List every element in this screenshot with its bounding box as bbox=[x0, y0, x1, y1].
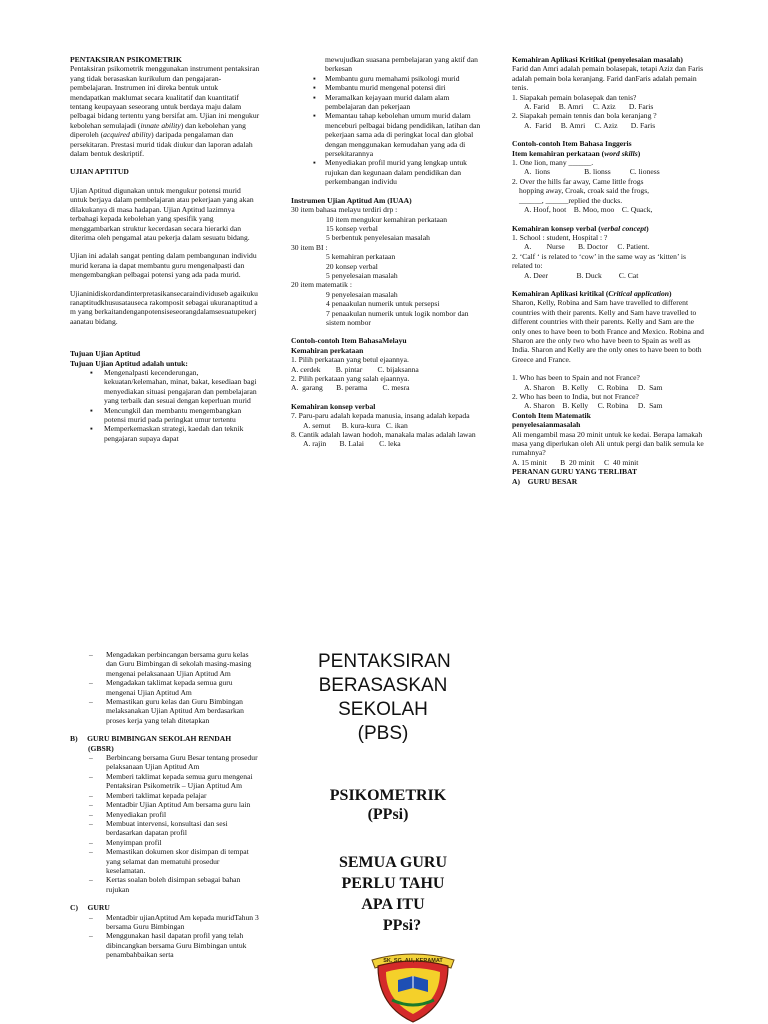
iuaa-line: 15 konsep verbal bbox=[326, 223, 378, 233]
heading-tujuan: Tujuan Ujian Aptitud bbox=[70, 349, 141, 359]
heading-guru-besar: A) GURU BESAR bbox=[512, 476, 578, 486]
options: A. Sharon B. Kelly C. Robina D. Sam bbox=[524, 401, 663, 411]
options: A. Nurse B. Doctor C. Patient. bbox=[524, 242, 650, 252]
tujuan-list-continued bbox=[291, 74, 481, 187]
list-continuation: mewujudkan suasana pembelajaran yang aktif dan berkesan bbox=[325, 55, 478, 74]
list-item: – Menggunakan hasil dapatan profil yang telah dibincangkan bersama Guru Bimbingan untuk penambahbaikan serta bbox=[70, 931, 260, 959]
cover-question bbox=[328, 852, 458, 936]
list-item: – Membuat intervensi, konsultasi dan sesi berdasarkan dapatan profil bbox=[70, 819, 260, 838]
options: A. Hoof, hoot B. Moo, moo C. Quack, bbox=[524, 205, 653, 215]
heading-contoh-matematik: Contoh Item Matematik bbox=[512, 410, 591, 420]
question: 7. Paru-paru adalah kepada manusia, insang adalah kepada bbox=[291, 411, 470, 421]
iuaa-line: 7 penaakulan numerik untuk logik nombor dan sistem nombor bbox=[326, 308, 469, 327]
list-item: ▪ Memperkemaskan strategi, kaedah dan teknik pengajaran supaya dapat bbox=[70, 424, 260, 443]
column-1 bbox=[70, 55, 260, 443]
list-item: ▪ Meramalkan kejayaan murid dalam alam pembelajaran dan pekerjaan bbox=[291, 93, 481, 112]
list-item: – Mengadakan taklimat kepada semua guru mengenai Ujian Aptitud Am bbox=[70, 678, 260, 697]
options: A. rajin B. Lalai C. leka bbox=[303, 439, 401, 449]
list-item: ▪ Membantu guru memahami psikologi murid bbox=[291, 74, 481, 83]
iuaa-line: 10 item mengukur kemahiran perkataan bbox=[326, 214, 448, 224]
question: 1. One lion, many ______. bbox=[512, 158, 594, 168]
options: A. Farid B. Amri C. Aziz D. Faris bbox=[524, 102, 654, 112]
options: A. lions B. lionss C. lioness bbox=[524, 167, 660, 177]
options: A. Farid B. Amri C. Aziz D. Faris bbox=[524, 120, 656, 130]
question: 2. Who has been to India, but not France? bbox=[512, 392, 639, 401]
subheading-critical-application: Kemahiran Aplikasi kritikal (Critical application) bbox=[512, 288, 672, 298]
heading-contoh-bi: Contoh-contoh Item Bahasa Inggeris bbox=[512, 139, 632, 149]
crest-text: SK. SG. AU, KERAMAT bbox=[383, 958, 443, 964]
subheading-word-skills: Item kemahiran perkataan (word skills) bbox=[512, 148, 641, 158]
column-2 bbox=[291, 55, 481, 449]
list-item: ▪ Menyediakan profil murid yang lengkap untuk rujukan dan kegunaan dalam pendidikan dan perkembangan individu bbox=[291, 158, 481, 186]
paragraph: Ujianinidiskordandinterpretasikansecaraindividuseb agaikukuranaptitudkhususatauseca rakomposit sebagai ukuranaptitud am yang berkaitandenganpotensiseseorangdalamsesuatupekerj aanatau bidang. bbox=[70, 288, 258, 326]
list-item: ▪ Mencungkil dan membantu mengembangkan potensi murid pada peringkat umur tertentu bbox=[70, 406, 260, 425]
heading-guru: C) GURU bbox=[70, 903, 110, 913]
subheading-tujuan: Tujuan Ujian Aptitud adalah untuk: bbox=[70, 358, 188, 368]
list-item: – Memberi taklimat kepada pelajar bbox=[70, 791, 260, 800]
cover-subtitle bbox=[318, 786, 458, 824]
options: A. cerdek B. pintar C. bijaksanna bbox=[291, 364, 419, 374]
heading-aplikasi-kritikal-bm: Kemahiran Aplikasi Kritikal (penyelesaian masalah) bbox=[512, 55, 683, 64]
list-item: ▪ Membantu murid mengenal potensi diri bbox=[291, 83, 481, 92]
list-item: – Berbincang bersama Guru Besar tentang prosedur pelaksanaan Ujian Aptitud Am bbox=[70, 753, 260, 772]
list-item: – Mentadbir ujianAptitud Am kepada muridTahun 3 bersama Guru Bimbingan bbox=[70, 913, 260, 932]
options: A. garang B. perama C. mesra bbox=[291, 383, 410, 393]
heading-ujian-aptitud: UJIAN APTITUD bbox=[70, 167, 129, 177]
title-line: SEKOLAH bbox=[338, 699, 428, 720]
list-item: – Kertas soalan boleh disimpan sebagai bahan rujukan bbox=[70, 875, 260, 894]
question: 1. School : student, Hospital : ? bbox=[512, 232, 608, 242]
paragraph: Ujian Aptitud digunakan untuk mengukur potensi murid untuk berjaya dalam pembelajaran atau pekerjaan yang akan dilakukanya di masa hadapan. Ujian Aptitud lazimnya terbahagi kepada kebolehan yang spesifik yang menggambarkan struktur kecerdasan secara hierarki dan diterima oleh pengamal atau pekerja dalam sesuatu bidang. bbox=[70, 185, 254, 242]
school-crest-icon bbox=[368, 950, 458, 1024]
question-line: SEMUA GURU bbox=[338, 854, 447, 871]
title-line: PENTAKSIRAN bbox=[318, 651, 451, 672]
paragraph: Sharon, Kelly, Robina and Sam have travelled to different countries with their parents. Kelly and Sam have travelled to different countries with their parents. Kelly and Sam are the only ones to have been to both France and Mexico. Robina and Sharon are the only two who have been to Spain as well as India. Sharon and Kelly are the only ones to have been to both Greece and France. bbox=[512, 298, 704, 364]
options: A. 15 minit B 20 minit C 40 minit bbox=[512, 457, 639, 467]
question-line: PERLU TAHU bbox=[341, 875, 445, 892]
question-line: APA ITU bbox=[361, 896, 425, 913]
paragraph: Ali mengambil masa 20 minit untuk ke kedai. Berapa lamakah masa yang diperlukan oleh Ali untuk pergi dan balik semula ke rumahnya? bbox=[512, 429, 704, 458]
list-item: – Mentadbir Ujian Aptitud Am bersama guru lain bbox=[70, 800, 260, 809]
iuaa-line: 30 item BI : bbox=[291, 242, 328, 252]
intro-paragraph: Pentaksiran psikometrik menggunakan instrument pentaksiran yang tidak berasaskan kurikulum dan pengajaran-pembelajaran. Instrumen ini direka bentuk untuk mendapatkan maklumat secara kualitatif dan kuantitatif tentang keupayaan seseorang untuk berdaya maju dalam pelbagai bidang tertentu yang bersifat am. Ujian ini mengukur kebolehan semulajadi (innate ability) dan kebolehan yang diperoleh (acquired ability) daripada pengalaman dan persekitaran. Prestasi murid tidak diukur dan laporan adalah dalam bentuk deskriptif. bbox=[70, 64, 260, 159]
guru-list bbox=[70, 913, 260, 960]
heading-iuaa: Instrumen Ujian Aptitud Am (IUAA) bbox=[291, 195, 412, 205]
guru-besar-list bbox=[70, 650, 260, 725]
question: 8. Cantik adalah lawan hodoh, manakala malas adalah lawan bbox=[291, 430, 476, 440]
subtitle-line: (PPsi) bbox=[367, 806, 409, 823]
question: 2. Pilih perkataan yang salah ejaannya. bbox=[291, 374, 410, 383]
heading-pentaksiran-psikometrik: PENTAKSIRAN PSIKOMETRIK bbox=[70, 55, 182, 64]
question: 2. Over the hills far away, Came little frogs bbox=[512, 176, 644, 186]
question: 1. Pilih perkataan yang betul ejaannya. bbox=[291, 355, 409, 365]
cover-title bbox=[318, 650, 451, 746]
list-item: – Menyediakan profil bbox=[70, 810, 260, 819]
list-item: – Menyimpan profil bbox=[70, 838, 260, 847]
heading-peranan-guru: PERANAN GURU YANG TERLIBAT bbox=[512, 467, 638, 477]
list-item: – Memastikan guru kelas dan Guru Bimbingan melaksanakan Ujian Aptitud Am berdasarkan proses kerja yang telah ditetapkan bbox=[70, 697, 260, 725]
paragraph: Ujian ini adalah sangat penting dalam pembangunan individu murid kerana ia dapat membantu guru mengenalpasti dan mengembangkan pelbagai potensi yang ada pada murid. bbox=[70, 251, 257, 280]
question-line: PPsi? bbox=[382, 917, 422, 934]
iuaa-line: 9 penyelesaian masalah bbox=[326, 289, 398, 299]
heading-gbsr: B) GURU BIMBINGAN SEKOLAH RENDAH bbox=[70, 734, 232, 744]
gbsr-list bbox=[70, 753, 260, 894]
list-item: – Memberi taklimat kepada semua guru mengenai Pentaksiran Psikometrik – Ujian Aptitud Am bbox=[70, 772, 260, 791]
list-item: – Memastikan dokumen skor disimpan di tempat yang selamat dan mematuhi prosedur keselamatan. bbox=[70, 847, 260, 875]
column-3 bbox=[512, 55, 704, 486]
question: ______, ______replied the ducks. bbox=[519, 195, 623, 205]
question: hopping away, Croak, croak said the frogs, bbox=[519, 186, 650, 196]
title-line: BERASASKAN bbox=[318, 675, 448, 696]
iuaa-line: 5 berbentuk penyelesaian masalah bbox=[326, 233, 430, 243]
subheading-kemahiran-perkataan: Kemahiran perkataan bbox=[291, 345, 364, 355]
iuaa-line: 5 penyelesaian masalah bbox=[326, 270, 398, 280]
subheading-konsep-verbal: Kemahiran konsep verbal bbox=[291, 401, 376, 411]
options: A. semut B. kura-kura C. ikan bbox=[303, 420, 408, 430]
subheading-verbal-concept: Kemahiran konsep verbal (verbal concept) bbox=[512, 223, 649, 233]
question: 1. Siapakah pemain bolasepak dan tenis? bbox=[512, 92, 637, 102]
question: 2. ‘Calf ‘ is related to ‘cow’ in the same way as ‘kitten’ is related to: bbox=[512, 251, 686, 271]
question: 1. Who has been to Spain and not France? bbox=[512, 373, 640, 383]
tujuan-list bbox=[70, 368, 260, 443]
iuaa-line: 30 item bahasa melayu terdiri drp : bbox=[291, 205, 398, 215]
heading-gbsr-abbr: (GBSR) bbox=[88, 743, 114, 753]
iuaa-line: 20 konsep verbal bbox=[326, 261, 378, 271]
list-item: ▪ Mengenalpasti kecenderungan, kekuatan/kelemahan, minat, bakat, kesediaan bagi menyediakan situasi pengajaran dan pembelajaran yang terbaik dan sesuai dengan keperluan murid bbox=[70, 368, 260, 406]
options: A. Deer B. Duck C. Cat bbox=[524, 270, 639, 280]
subheading-penyelesaian-masalah: penyelesaianmasalah bbox=[512, 420, 581, 430]
iuaa-line: 5 kemahiran perkataan bbox=[326, 252, 396, 262]
list-item: ▪ Memantau tahap kebolehan umum murid dalam menceburi pelbagai bidang pendidikan, latihan dan pekerjaan sama ada di peringkat local dan global dengan menggunakan kemudahan yang ada di persekitarannya bbox=[291, 111, 481, 158]
iuaa-line: 4 penaakulan numerik untuk persepsi bbox=[326, 299, 440, 309]
subtitle-line: PSIKOMETRIK bbox=[329, 787, 447, 804]
iuaa-line: 20 item matematik : bbox=[291, 280, 352, 290]
options: A. Sharon B. Kelly C. Robina D. Sam bbox=[524, 382, 663, 392]
heading-contoh-bm: Contoh-contoh Item BahasaMelayu bbox=[291, 336, 407, 346]
title-line: (PBS) bbox=[357, 723, 409, 744]
list-item: – Mengadakan perbincangan bersama guru kelas dan Guru Bimbingan di sekolah masing-masing mengenai pelaksanaan Ujian Aptitud Am bbox=[70, 650, 260, 678]
question: 2. Siapakah pemain tennis dan bola keranjang ? bbox=[512, 111, 657, 121]
back-panel bbox=[70, 650, 260, 960]
paragraph: Farid dan Amri adalah pemain bolasepak, tetapi Aziz dan Faris adalah pemain bola keranjang. Farid danFaris adalah pemain tenis. bbox=[512, 64, 704, 93]
